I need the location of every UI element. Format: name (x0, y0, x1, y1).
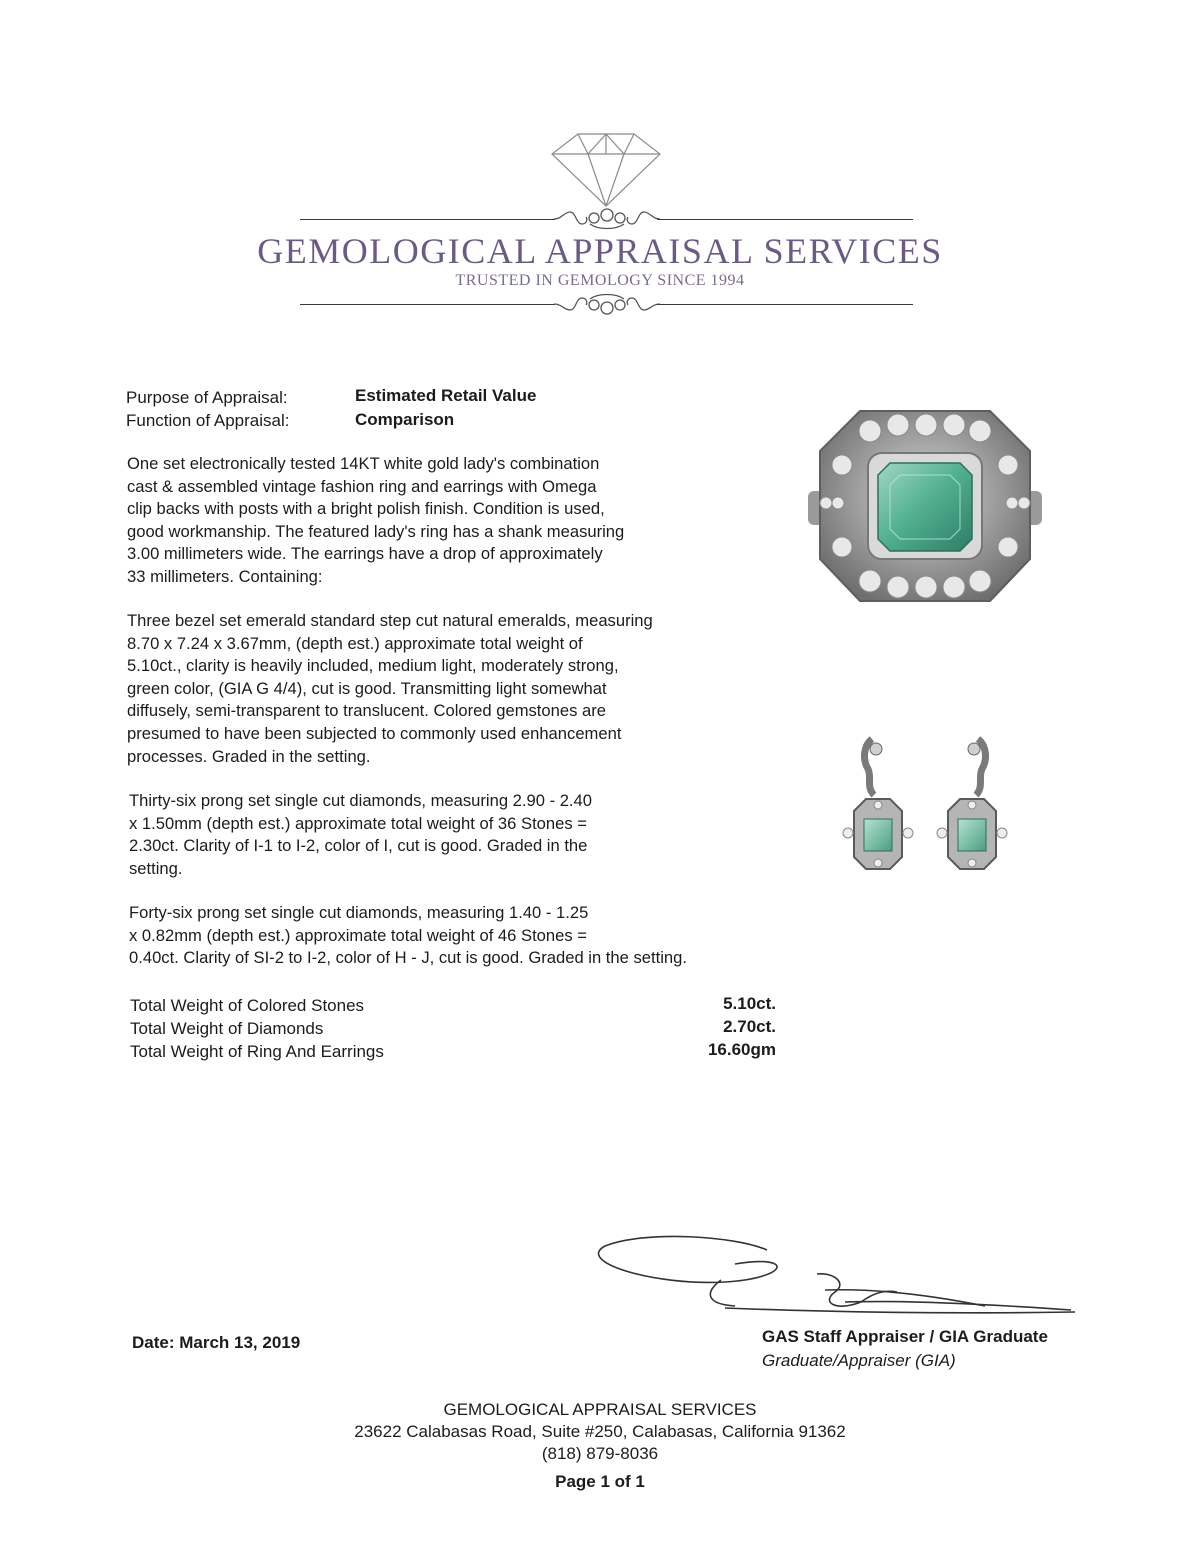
total-weight-value: 16.60gm (707, 1040, 776, 1059)
diamonds-36-paragraph (129, 790, 769, 880)
text-line: good workmanship. The featured lady's ring has a shank measuring (127, 521, 625, 541)
total-colored-value: 5.10ct. (723, 994, 776, 1013)
text-line: cast & assembled vintage fashion ring and earrings with Omega (127, 476, 597, 496)
text-line: clip backs with posts with a bright polish finish. Condition is used, (127, 499, 605, 519)
total-colored-label: Total Weight of Colored Stones (130, 996, 365, 1015)
purpose-value: Estimated Retail Value (355, 386, 537, 405)
function-value: Comparison (355, 410, 455, 429)
total-diamonds-label: Total Weight of Diamonds (130, 1019, 324, 1038)
signature-icon (585, 1232, 1085, 1328)
text-line: Thirty-six prong set single cut diamonds, measuring 2.90 - 2.40 (129, 791, 593, 810)
text-line: 5.10ct., clarity is heavily included, medium light, moderately strong, (127, 656, 619, 676)
diamonds-46-paragraph (129, 902, 809, 970)
text-line: 3.00 millimeters wide. The earrings have a drop of approximately (127, 544, 603, 564)
text-line: green color, (GIA G 4/4), cut is good. Transmitting light somewhat (127, 678, 607, 698)
text-line: Three bezel set emerald standard step cut natural emeralds, measuring (127, 611, 653, 630)
function-label: Function of Appraisal: (126, 411, 290, 430)
text-line: processes. Graded in the setting. (127, 746, 371, 766)
ring-photo (808, 405, 1042, 605)
text-line: 8.70 x 7.24 x 3.67mm, (depth est.) approximate total weight of (127, 633, 583, 653)
appraiser-subtitle: Graduate/Appraiser (GIA) (762, 1351, 956, 1370)
text-line: x 1.50mm (depth est.) approximate total weight of 36 Stones = (129, 813, 587, 833)
text-line: 0.40ct. Clarity of SI-2 to I-2, color of H - J, cut is good. Graded in the setting. (129, 948, 687, 968)
earrings-photo (836, 733, 1014, 883)
emeralds-paragraph (127, 610, 767, 768)
text-line: One set electronically tested 14KT white gold lady's combination (127, 454, 600, 473)
description-paragraph (127, 453, 767, 589)
text-line: 2.30ct. Clarity of I-1 to I-2, color of I, cut is good. Graded in the (129, 836, 588, 856)
company-title: GEMOLOGICAL APPRAISAL SERVICES (257, 231, 943, 271)
total-diamonds-value: 2.70ct. (723, 1017, 776, 1036)
footer-phone: (818) 879-8036 (541, 1444, 659, 1463)
appraiser-title: GAS Staff Appraiser / GIA Graduate (762, 1327, 1048, 1346)
footer-address: 23622 Calabasas Road, Suite #250, Calabasas, California 91362 (354, 1422, 846, 1441)
text-line: 33 millimeters. Containing: (127, 566, 323, 586)
diamond-logo-icon (548, 128, 664, 208)
flourish-bottom-icon (552, 290, 662, 320)
text-line: diffusely, semi-transparent to translucent. Colored gemstones are (127, 701, 606, 721)
footer-company: GEMOLOGICAL APPRAISAL SERVICES (443, 1400, 757, 1419)
company-tagline: TRUSTED IN GEMOLOGY SINCE 1994 (455, 272, 745, 289)
header-rule-top-right (657, 219, 913, 220)
total-weight-label: Total Weight of Ring And Earrings (130, 1042, 384, 1061)
purpose-label: Purpose of Appraisal: (126, 388, 288, 407)
page-number: Page 1 of 1 (555, 1472, 645, 1491)
appraisal-date: Date: March 13, 2019 (132, 1333, 301, 1352)
header-rule-top-left (300, 219, 555, 220)
text-line: Forty-six prong set single cut diamonds, measuring 1.40 - 1.25 (129, 903, 589, 922)
header-rule-bottom-right (657, 304, 913, 305)
text-line: presumed to have been subjected to commonly used enhancement (127, 723, 622, 743)
header-rule-bottom-left (300, 304, 555, 305)
text-line: x 0.82mm (depth est.) approximate total weight of 46 Stones = (129, 925, 587, 945)
text-line: setting. (129, 858, 183, 878)
